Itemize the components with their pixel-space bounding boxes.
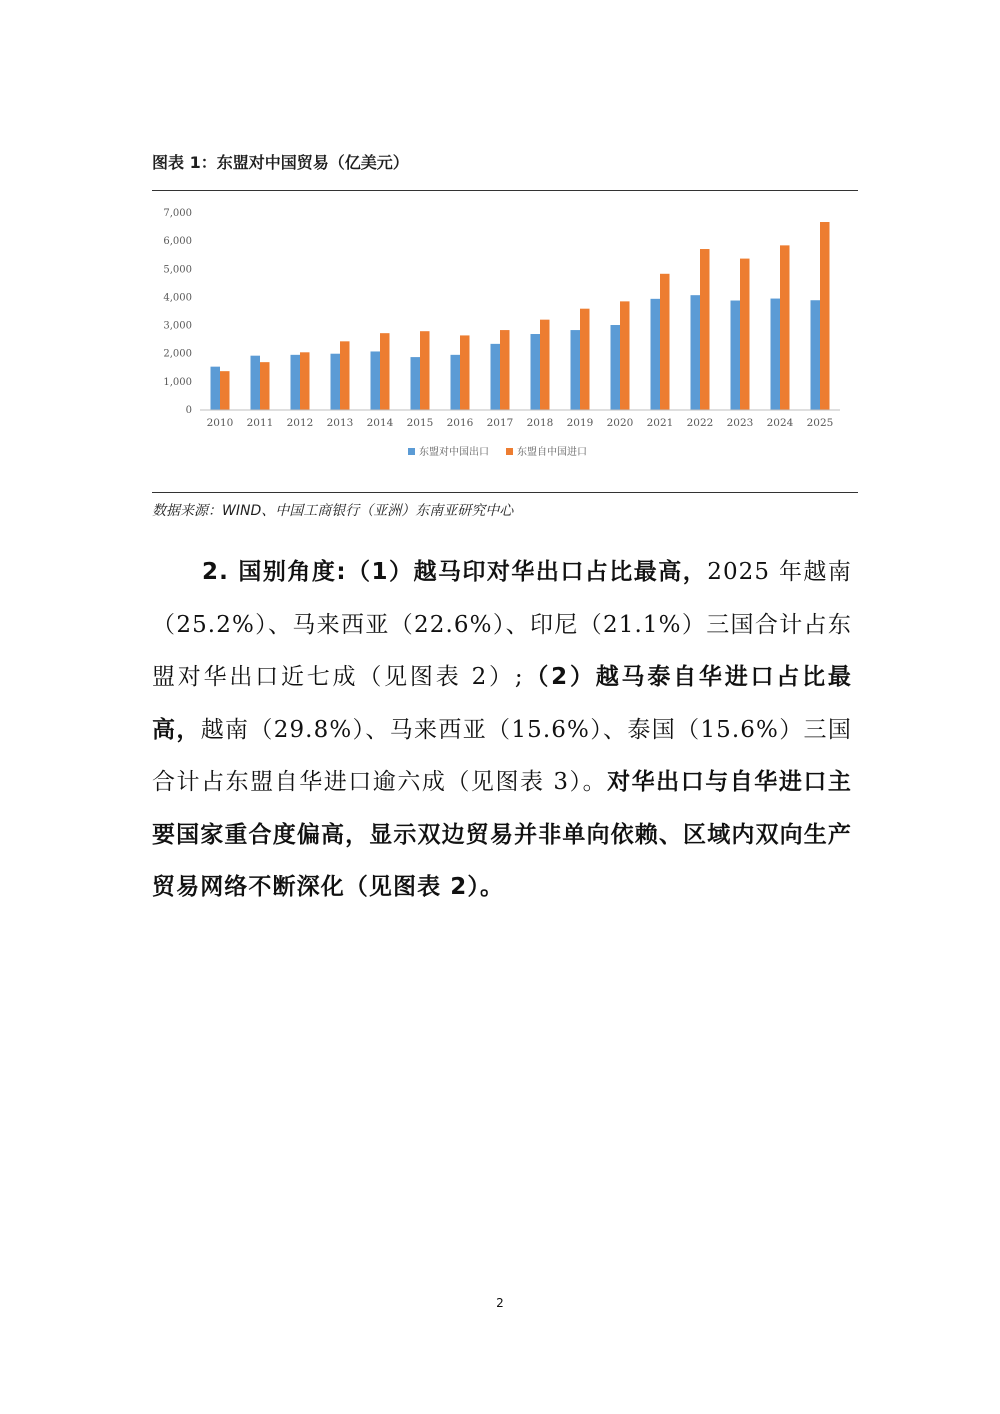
x-axis <box>200 410 840 429</box>
legend-swatch <box>506 448 513 455</box>
body-paragraph <box>152 546 852 914</box>
chart-legend <box>408 445 587 458</box>
bar-import-2021 <box>660 274 670 410</box>
y-tick-label: 0 <box>185 405 192 416</box>
x-tick-label: 2015 <box>406 417 434 429</box>
bar-import-2013 <box>340 341 350 410</box>
x-tick-label: 2021 <box>646 417 674 429</box>
x-tick-label: 2024 <box>766 417 794 429</box>
bar-export-2019 <box>571 330 581 410</box>
bar-export-2014 <box>371 351 381 410</box>
bar-export-2021 <box>651 299 661 410</box>
bar-export-2017 <box>491 344 501 410</box>
y-tick-label: 5,000 <box>163 264 192 276</box>
y-tick-label: 4,000 <box>163 292 192 304</box>
bar-import-2017 <box>500 330 510 410</box>
paragraph-text-2: 越南（29.8%）、马来西亚（15.6%）、泰国（15.6%）三国合计占东盟自华进口逾六成（见图表 3）。 <box>152 716 852 795</box>
bar-export-2015 <box>411 357 421 410</box>
bar-export-2018 <box>531 334 541 410</box>
bar-export-2012 <box>291 355 301 410</box>
y-tick-label: 3,000 <box>163 320 192 332</box>
x-tick-label: 2019 <box>566 417 594 429</box>
y-tick-label: 7,000 <box>163 208 192 219</box>
x-tick-label: 2022 <box>686 417 714 429</box>
bar-import-2018 <box>540 320 550 410</box>
bar-export-2024 <box>771 299 781 410</box>
paragraph-heading-2: （2）越马泰自华进口占比最高， <box>152 664 852 743</box>
x-tick-label: 2010 <box>206 417 234 429</box>
paragraph-conclusion: 对华出口与自华进口主要国家重合度偏高，显示双边贸易并非单向依赖、区域内双向生产贸易网络不断深化（见图表 2）。 <box>152 769 853 900</box>
bar-export-2020 <box>611 325 621 410</box>
bar-chart <box>152 196 858 486</box>
bar-import-2022 <box>700 249 710 410</box>
legend-label: 东盟对中国出口 <box>419 447 489 458</box>
x-tick-label: 2012 <box>286 417 314 429</box>
data-source: 数据来源：WIND、中国工商银行（亚洲）东南亚研究中心 <box>152 503 514 519</box>
legend-label: 东盟自中国进口 <box>517 447 587 458</box>
x-tick-label: 2017 <box>486 417 514 429</box>
bar-import-2023 <box>740 259 750 410</box>
x-tick-label: 2016 <box>446 417 474 429</box>
top-rule <box>152 190 858 191</box>
y-tick-label: 6,000 <box>163 236 192 248</box>
paragraph-text-1: 2025 年越南（25.2%）、马来西亚（22.6%）、印尼（21.1%）三国合计占东盟对华出口近七成（见图表 2）; <box>152 559 852 690</box>
y-tick-label: 2,000 <box>163 348 192 360</box>
legend-swatch <box>408 448 415 455</box>
x-tick-label: 2023 <box>726 417 754 429</box>
bar-export-2016 <box>451 355 461 410</box>
bar-import-2014 <box>380 333 390 410</box>
bar-import-2020 <box>620 301 630 410</box>
bar-export-2010 <box>211 367 221 410</box>
bar-export-2022 <box>691 295 701 410</box>
y-axis <box>163 208 192 416</box>
bar-series <box>211 222 830 410</box>
bar-import-2012 <box>300 352 310 410</box>
figure-title: 图表 1：东盟对中国贸易（亿美元） <box>152 153 409 172</box>
bottom-rule <box>152 492 858 493</box>
bar-import-2024 <box>780 245 790 410</box>
bar-import-2016 <box>460 335 470 410</box>
bar-import-2015 <box>420 331 430 410</box>
x-tick-label: 2014 <box>366 417 394 429</box>
bar-export-2013 <box>331 354 341 410</box>
x-tick-label: 2020 <box>606 417 634 429</box>
x-tick-label: 2013 <box>326 417 354 429</box>
bar-export-2025 <box>811 300 821 410</box>
y-tick-label: 1,000 <box>163 376 192 388</box>
bar-import-2011 <box>260 362 270 410</box>
x-tick-label: 2011 <box>246 417 274 429</box>
bar-import-2010 <box>220 371 230 410</box>
bar-export-2023 <box>731 301 741 410</box>
bar-export-2011 <box>251 356 261 410</box>
x-tick-label: 2018 <box>526 417 554 429</box>
bar-import-2025 <box>820 222 830 410</box>
x-tick-label: 2025 <box>806 417 834 429</box>
paragraph-heading-1: 2. 国别角度:（1）越马印对华出口占比最高， <box>202 559 708 585</box>
page-number: 2 <box>496 1296 504 1310</box>
bar-import-2019 <box>580 309 590 410</box>
